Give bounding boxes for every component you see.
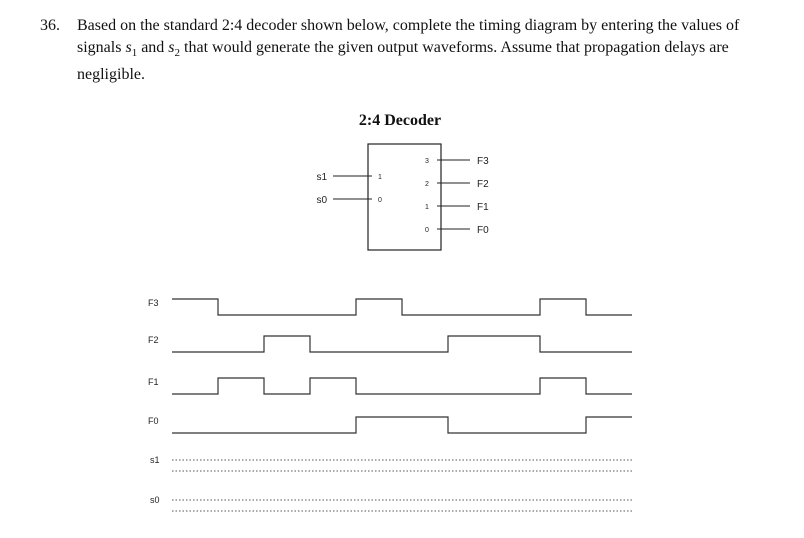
blank-signal-group [150, 455, 632, 511]
input-label-s0: s0 [316, 195, 327, 206]
output-pin-0: 0 [425, 227, 429, 234]
waveform-F3 [172, 299, 632, 315]
blank-label-s0: s0 [150, 495, 160, 505]
input-pin-0: 0 [378, 197, 382, 204]
waveform-F0 [172, 417, 632, 433]
output-label-F2: F2 [477, 179, 489, 190]
waveform-label-F1: F1 [148, 377, 159, 387]
input-label-s1: s1 [316, 172, 327, 183]
signal-s2-var: $s_2$ [168, 39, 181, 60]
question-text-after: that would generate the given output waveforms. Assume that propagation delays are negligible. [77, 39, 729, 84]
signal-s1-var: $s_1$ [125, 39, 138, 60]
output-label-F3: F3 [477, 156, 489, 167]
decoder-title: 2:4 Decoder [358, 112, 442, 129]
waveform-label-F3: F3 [148, 298, 159, 308]
question-text-before: Based on the standard 2:4 decoder shown below, complete the timing diagram by entering the values of signals [77, 17, 740, 56]
waveform-group [148, 298, 632, 433]
output-pin-3: 3 [425, 158, 429, 165]
output-pin-1: 1 [425, 204, 429, 211]
question-text-and: and [137, 39, 169, 56]
output-label-F0: F0 [477, 225, 489, 236]
output-pin-2: 2 [425, 181, 429, 188]
waveform-F2 [172, 336, 632, 352]
question-number: 36. [40, 17, 60, 34]
blank-label-s1: s1 [150, 455, 160, 465]
input-pin-1: 1 [378, 174, 382, 181]
output-label-F1: F1 [477, 202, 489, 213]
waveform-F1 [172, 378, 632, 394]
waveform-label-F0: F0 [148, 416, 159, 426]
waveform-label-F2: F2 [148, 335, 159, 345]
